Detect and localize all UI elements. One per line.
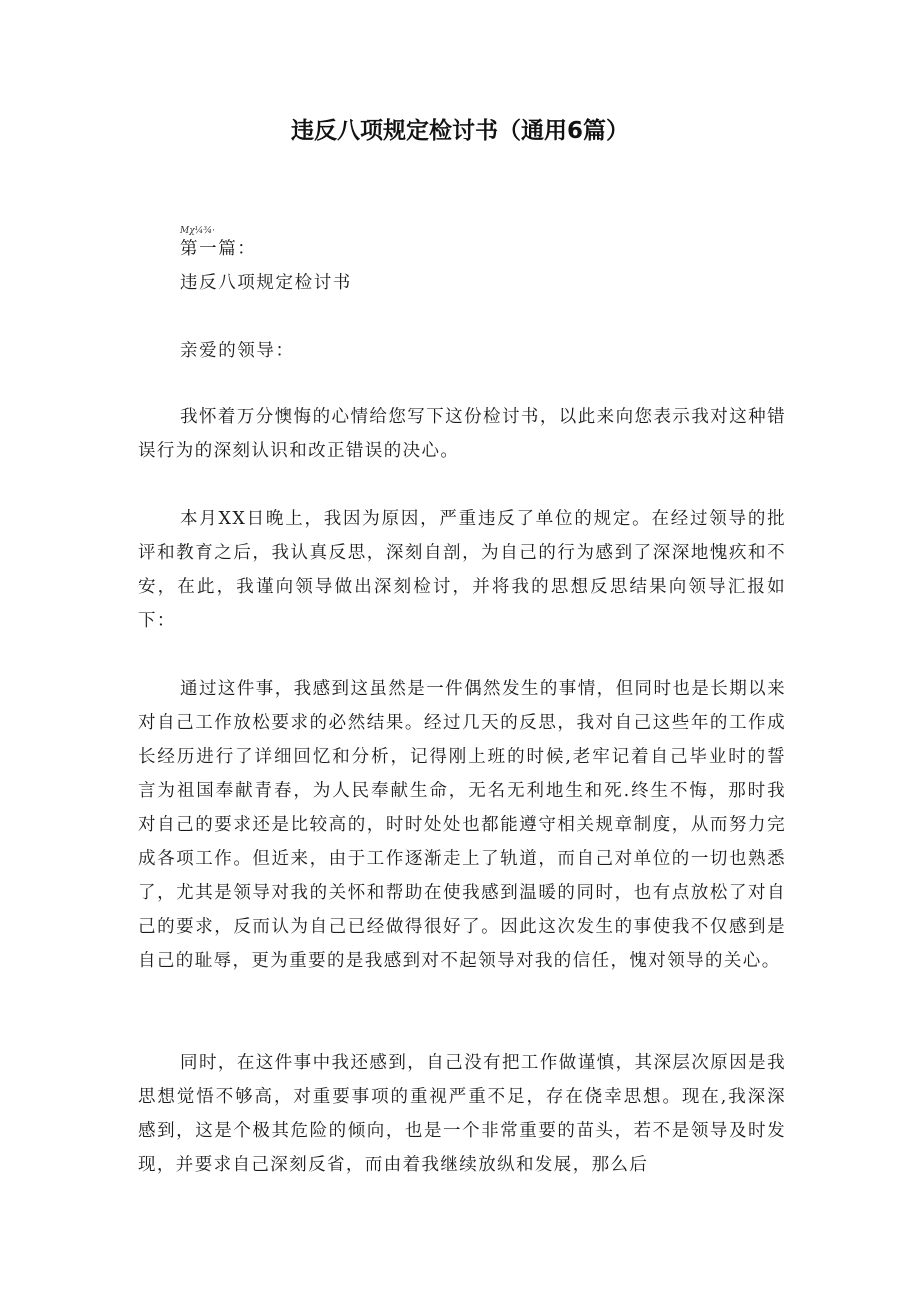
document-title: 违反八项规定检讨书（通用6篇） [290,118,629,144]
salutation: 亲爱的领导： [180,341,295,361]
paragraph-3: 通过这件事，我感到这虽然是一件偶然发生的事情，但同时也是长期以来对自己工作放松要求的必然结果。经过几天的反思，我对自己这些年的工作成长经历进行了详细回忆和分析，记得刚上班的时候,老牢记着自己毕业时的誓言为祖国奉献青春，为人民奉献生命，无名无利地生和死.终生不悔，那时我对自己的要求还是比较高的，时时处处也都能遵守相关规章制度，从而努力完成各项工作。但近来，由于工作逐渐走上了轨道，而自己对单位的一切也熟悉了，尤其是领导对我的关怀和帮助在使我感到温暖的同时，也有点放松了对自己的要求，反而认为自己已经做得很好了。因此这次发生的事使我不仅感到是自己的耻辱，更为重要的是我感到对不起领导对我的信任，愧对领导的关心。 [138,679,786,971]
scan-mark: Mχ¼¾· [180,226,215,236]
paragraph-1: 我怀着万分懊悔的心情给您写下这份检讨书，以此来向您表示我对这种错误行为的深刻认识和改正错误的决心。 [138,407,786,461]
section-label: 第一篇： [180,239,257,259]
paragraph-2: 本月XX日晚上，我因为原因，严重违反了单位的规定。在经过领导的批评和教育之后，我认真反思，深刻自剖，为自己的行为感到了深深地愧疚和不安，在此，我谨向领导做出深刻检讨，并将我的思想反思结果向领导汇报如下： [138,509,786,631]
paragraph-4: 同时，在这件事中我还感到，自己没有把工作做谨慎，其深层次原因是我思想觉悟不够高，对重要事项的重视严重不足，存在侥幸思想。现在,我深深感到，这是个极其危险的倾向，也是一个非常重要的苗头，若不是领导及时发现，并要求自己深刻反省，而由着我继续放纵和发展，那么后 [138,1053,786,1175]
section-title: 违反八项规定检讨书 [180,273,352,293]
